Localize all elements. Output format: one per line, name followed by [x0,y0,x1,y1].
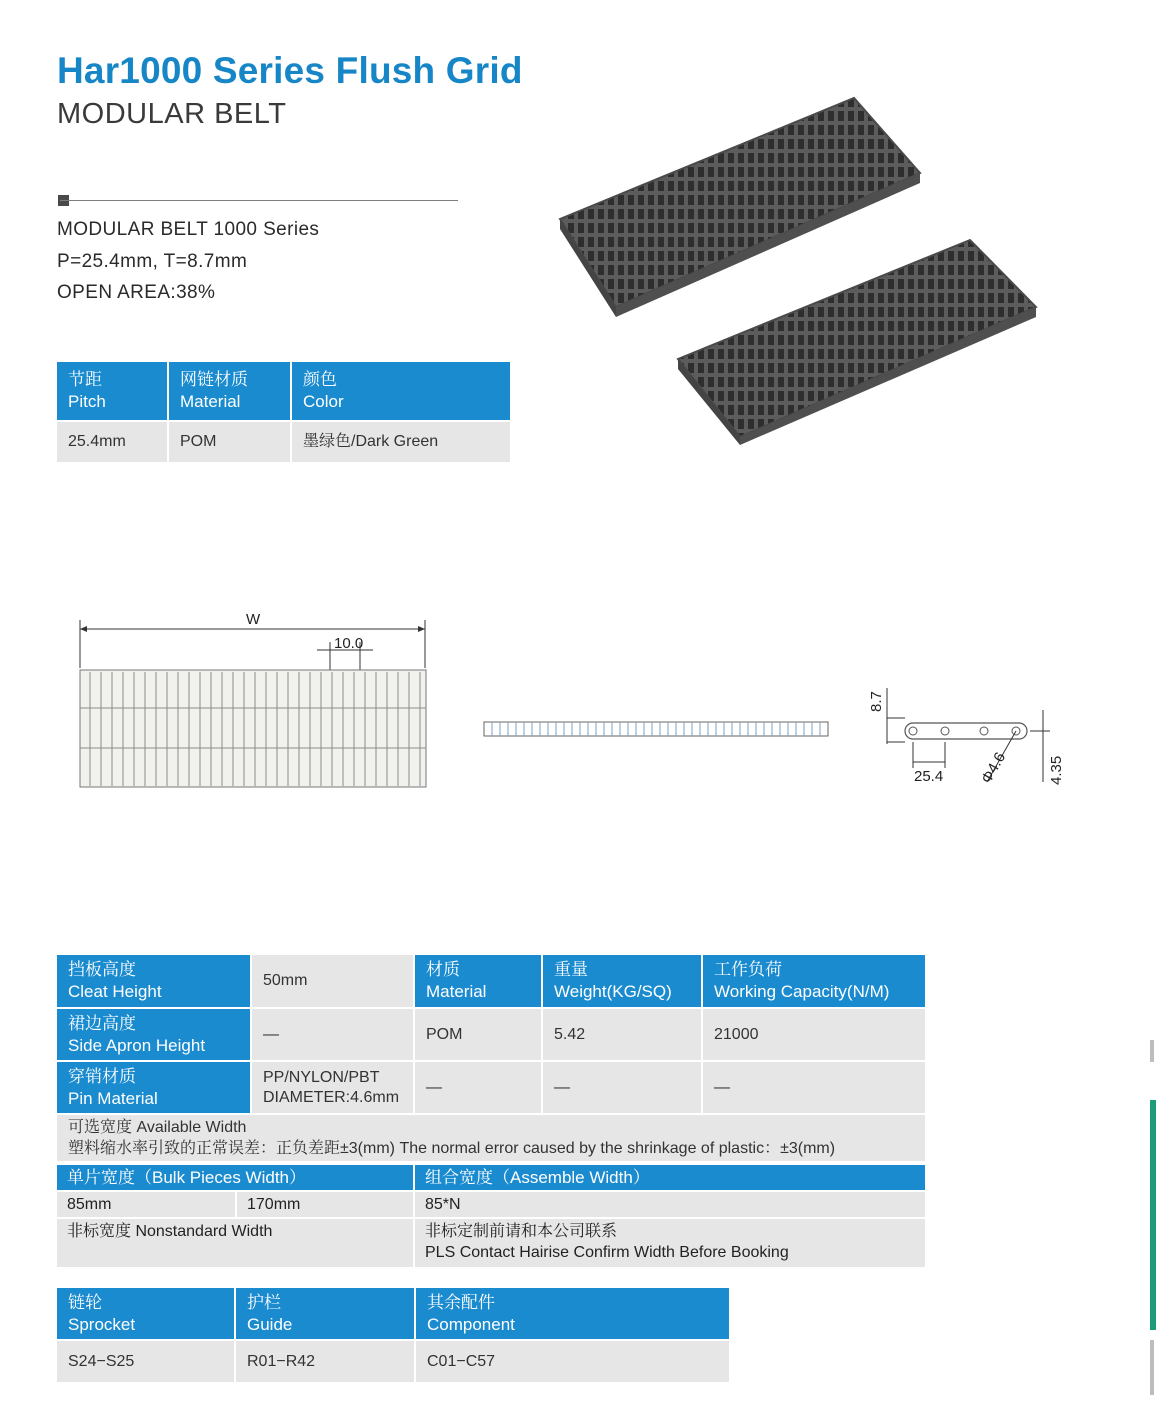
pin-col5: — [702,1061,925,1114]
detail-spec-table [57,955,925,1163]
sprocket-header: 链轮 Sprocket [57,1288,235,1340]
color-header: 颜色 Color [291,362,510,421]
capacity-value: 21000 [702,1008,925,1061]
basic-spec-table [57,362,510,462]
pin-col4: — [542,1061,702,1114]
available-width-note: 可选宽度 Available Width 塑料缩水率引致的正常误差：正负差距±3(mm) The normal error caused by the shrinkage of plastic：±3(mm) [57,1114,925,1162]
material-value-2: POM [414,1008,542,1061]
belt-side-view-drawing [482,718,832,740]
pin-header: 穿销材质 Pin Material [57,1061,251,1114]
pitch-dim-label: 25.4 [914,768,944,785]
page-title: Har1000 Series Flush Grid [57,50,523,91]
center-height-label: 4.35 [1048,755,1065,785]
belt-product-image [556,95,1046,445]
assemble-width-value: 85*N [415,1192,925,1217]
edge-tab-gray [1150,1040,1154,1062]
bulk-width-2: 170mm [237,1192,413,1217]
pin-value: PP/NYLON/PBT DIAMETER:4.6mm [251,1061,414,1114]
cleat-header: 挡板高度 Cleat Height [57,955,251,1008]
apron-header: 裙边高度 Side Apron Height [57,1008,251,1061]
nonstandard-width-label: 非标宽度 Nonstandard Width [57,1219,413,1267]
material-header-2: 材质 Material [414,955,542,1008]
material-header: 网链材质 Material [168,362,291,421]
edge-tab-green [1150,1100,1156,1330]
material-value: POM [168,421,291,462]
belt-section-bottom [678,240,1036,445]
section-divider [60,200,458,201]
accessory-table [57,1288,729,1382]
weight-value: 5.42 [542,1008,702,1061]
height-label: 8.7 [868,691,885,712]
guide-header: 护栏 Guide [235,1288,415,1340]
pitch-value: 25.4mm [57,421,168,462]
component-header: 其余配件 Component [415,1288,729,1340]
capacity-header: 工作负荷 Working Capacity(N/M) [702,955,925,1008]
spec-series: MODULAR BELT 1000 Series [57,219,320,240]
component-value: C01−C57 [415,1340,729,1382]
pitch-header: 节距 Pitch [57,362,168,421]
cleat-value: 50mm [251,955,414,1008]
color-value: 墨绿色/Dark Green [291,421,510,462]
diameter-label: Φ4.6 [978,749,1010,787]
width-label: W [246,611,261,628]
edge-tab-gray-2 [1150,1340,1154,1395]
sprocket-value: S24−S25 [57,1340,235,1382]
apron-value: — [251,1008,414,1061]
belt-profile-drawing [865,680,1065,790]
belt-top-view-drawing [75,610,435,795]
page-subtitle: MODULAR BELT [57,98,287,130]
assemble-width-header: 组合宽度（Assemble Width） [415,1165,925,1190]
spec-open-area: OPEN AREA:38% [57,282,216,303]
bulk-width-1: 85mm [57,1192,235,1217]
nonstandard-width-note: 非标定制前请和本公司联系 PLS Contact Hairise Confirm Width Before Booking [415,1219,925,1267]
weight-header: 重量 Weight(KG/SQ) [542,955,702,1008]
bulk-width-header: 单片宽度（Bulk Pieces Width） [57,1165,413,1190]
guide-value: R01−R42 [235,1340,415,1382]
spec-pitch-thickness: P=25.4mm, T=8.7mm [57,251,248,272]
spacing-label: 10.0 [334,635,364,652]
pin-col3: — [414,1061,542,1114]
